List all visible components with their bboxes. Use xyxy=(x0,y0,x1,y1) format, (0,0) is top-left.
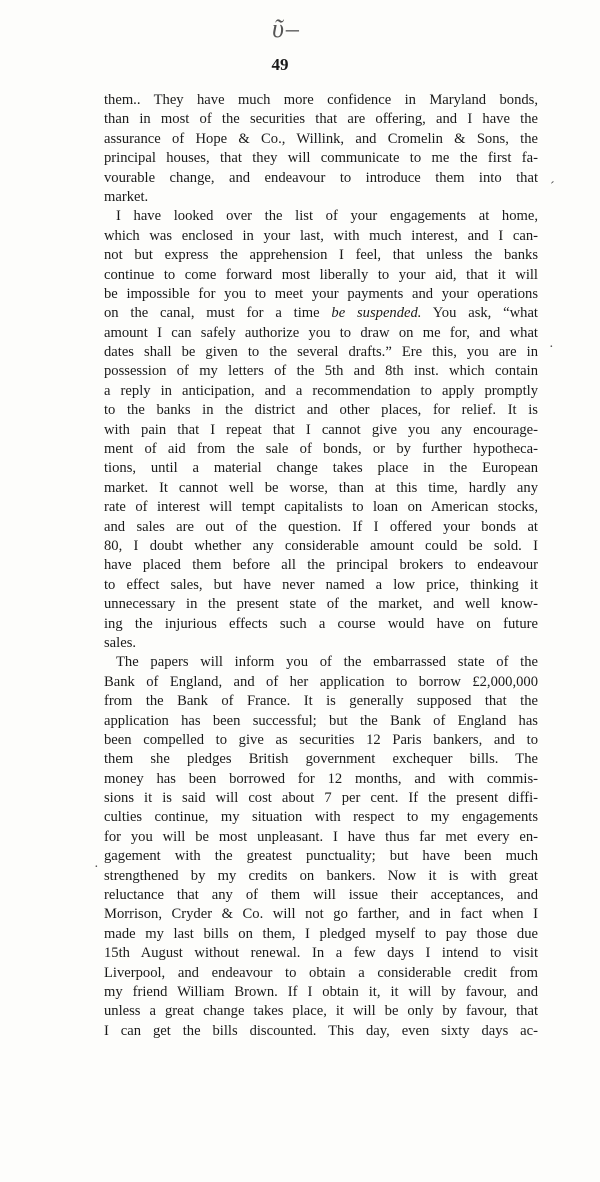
text-line: reluctance that any of them will issue their acceptances, and xyxy=(104,887,538,904)
text-line: Liverpool, and endeavour to obtain a considerable credit from xyxy=(104,964,538,981)
text-line: be impossible for you to meet your payments and your operations xyxy=(104,285,538,302)
text-line: them.. They have much more confidence in Maryland bonds, xyxy=(104,92,538,108)
text-line: I have looked over the list of your engagements at home, xyxy=(116,208,538,225)
letter-body xyxy=(104,91,538,1041)
text-line: amount I can safely authorize you to draw on me for, and what xyxy=(104,324,538,341)
text-line: 80, I doubt whether any considerable amount could be sold. I xyxy=(104,537,538,554)
text-line: application has been successful; but the Bank of England has xyxy=(104,712,538,729)
text-line: vourable change, and endeavour to introduce them into that xyxy=(104,169,538,186)
text-line: 15th August without renewal. In a few days I intend to visit xyxy=(104,945,538,962)
text-line: market. xyxy=(104,188,149,205)
text-line: rate of interest will tempt capitalists to loan on American stocks, xyxy=(104,499,538,516)
text-line: possession of my letters of the 5th and 8th inst. which contain xyxy=(104,363,538,380)
text-line: culties continue, my situation with respect to my engagements xyxy=(104,809,538,826)
margin-dot-mark: · xyxy=(94,860,99,875)
text-line: ing the injurious effects such a course would have on future xyxy=(104,615,538,632)
page-number: 49 xyxy=(271,55,289,74)
text-line: Morrison, Cryder & Co. will not go farther, and in fact when I xyxy=(104,906,538,923)
text-line: been compelled to give as securities 12 Paris bankers, and to xyxy=(104,731,538,748)
margin-tick-mark: ˊ xyxy=(550,180,555,195)
text-line: have placed them before all the principal brokers to endeavour xyxy=(104,557,538,574)
text-line: for you will be most unpleasant. I have thus far met every en- xyxy=(104,828,538,845)
text-line: I can get the bills discounted. This day, even sixty days ac- xyxy=(104,1022,538,1039)
text-line: a reply in anticipation, and a recommendation to apply promptly xyxy=(104,382,538,399)
text-line: money has been borrowed for 12 months, and with commis- xyxy=(104,770,538,787)
text-line: strengthened by my credits on bankers. Now it is with great xyxy=(104,867,538,884)
text-line: gagement with the greatest punctuality; but have been much xyxy=(104,848,538,865)
text-line: tions, until a material change takes place in the European xyxy=(104,460,538,477)
text-line: from the Bank of France. It is generally supposed that the xyxy=(104,693,538,710)
text-line: to effect sales, but have never named a low price, thinking it xyxy=(104,576,538,593)
text-line: assurance of Hope & Co., Willink, and Cromelin & Sons, the xyxy=(104,130,538,147)
text-line: which was enclosed in your last, with much interest, and I can- xyxy=(104,227,538,244)
margin-dot-mark: · xyxy=(549,340,554,355)
text-line: them she pledges British government exchequer bills. The xyxy=(104,751,538,768)
text-line: unless a great change takes place, it will be only by favour, that xyxy=(104,1003,538,1020)
text-line: sales. xyxy=(104,634,137,651)
text-line: with pain that I repeat that I cannot give you any encourage- xyxy=(104,421,538,438)
text-line: and sales are out of the question. If I offered your bonds at xyxy=(104,518,538,535)
text-line: unnecessary in the present state of the market, and well know- xyxy=(104,596,538,613)
text-line: principal houses, that they will communicate to me the first fa- xyxy=(104,150,538,167)
handwritten-mark: ῦ‒ xyxy=(272,14,301,43)
text-line: than in most of the securities that are offering, and I have the xyxy=(104,111,538,128)
text-line: market. It cannot well be worse, than at this time, hardly any xyxy=(104,479,538,496)
text-line: made my last bills on them, I pledged myself to pay those due xyxy=(104,925,538,942)
text-line: The papers will inform you of the embarrassed state of the xyxy=(116,654,538,671)
text-line: my friend William Brown. If I obtain it, it will by favour, and xyxy=(104,983,538,1000)
text-line: Bank of England, and of her application to borrow £2,000,000 xyxy=(104,673,538,690)
text-line: ment of aid from the sale of bonds, or by further hypotheca- xyxy=(104,441,538,458)
text-line: continue to come forward most liberally to your aid, that it will xyxy=(104,266,538,283)
text-line: not but express the apprehension I feel, that unless the banks xyxy=(104,247,538,264)
text-line: on the canal, must for a time be suspended. You ask, “what xyxy=(104,305,538,322)
text-line: to the banks in the district and other places, for relief. It is xyxy=(104,402,538,419)
text-line: sions it is said will cost about 7 per cent. If the present diffi- xyxy=(104,790,538,807)
text-line: dates shall be given to the several drafts.” Ere this, you are in xyxy=(104,344,538,361)
